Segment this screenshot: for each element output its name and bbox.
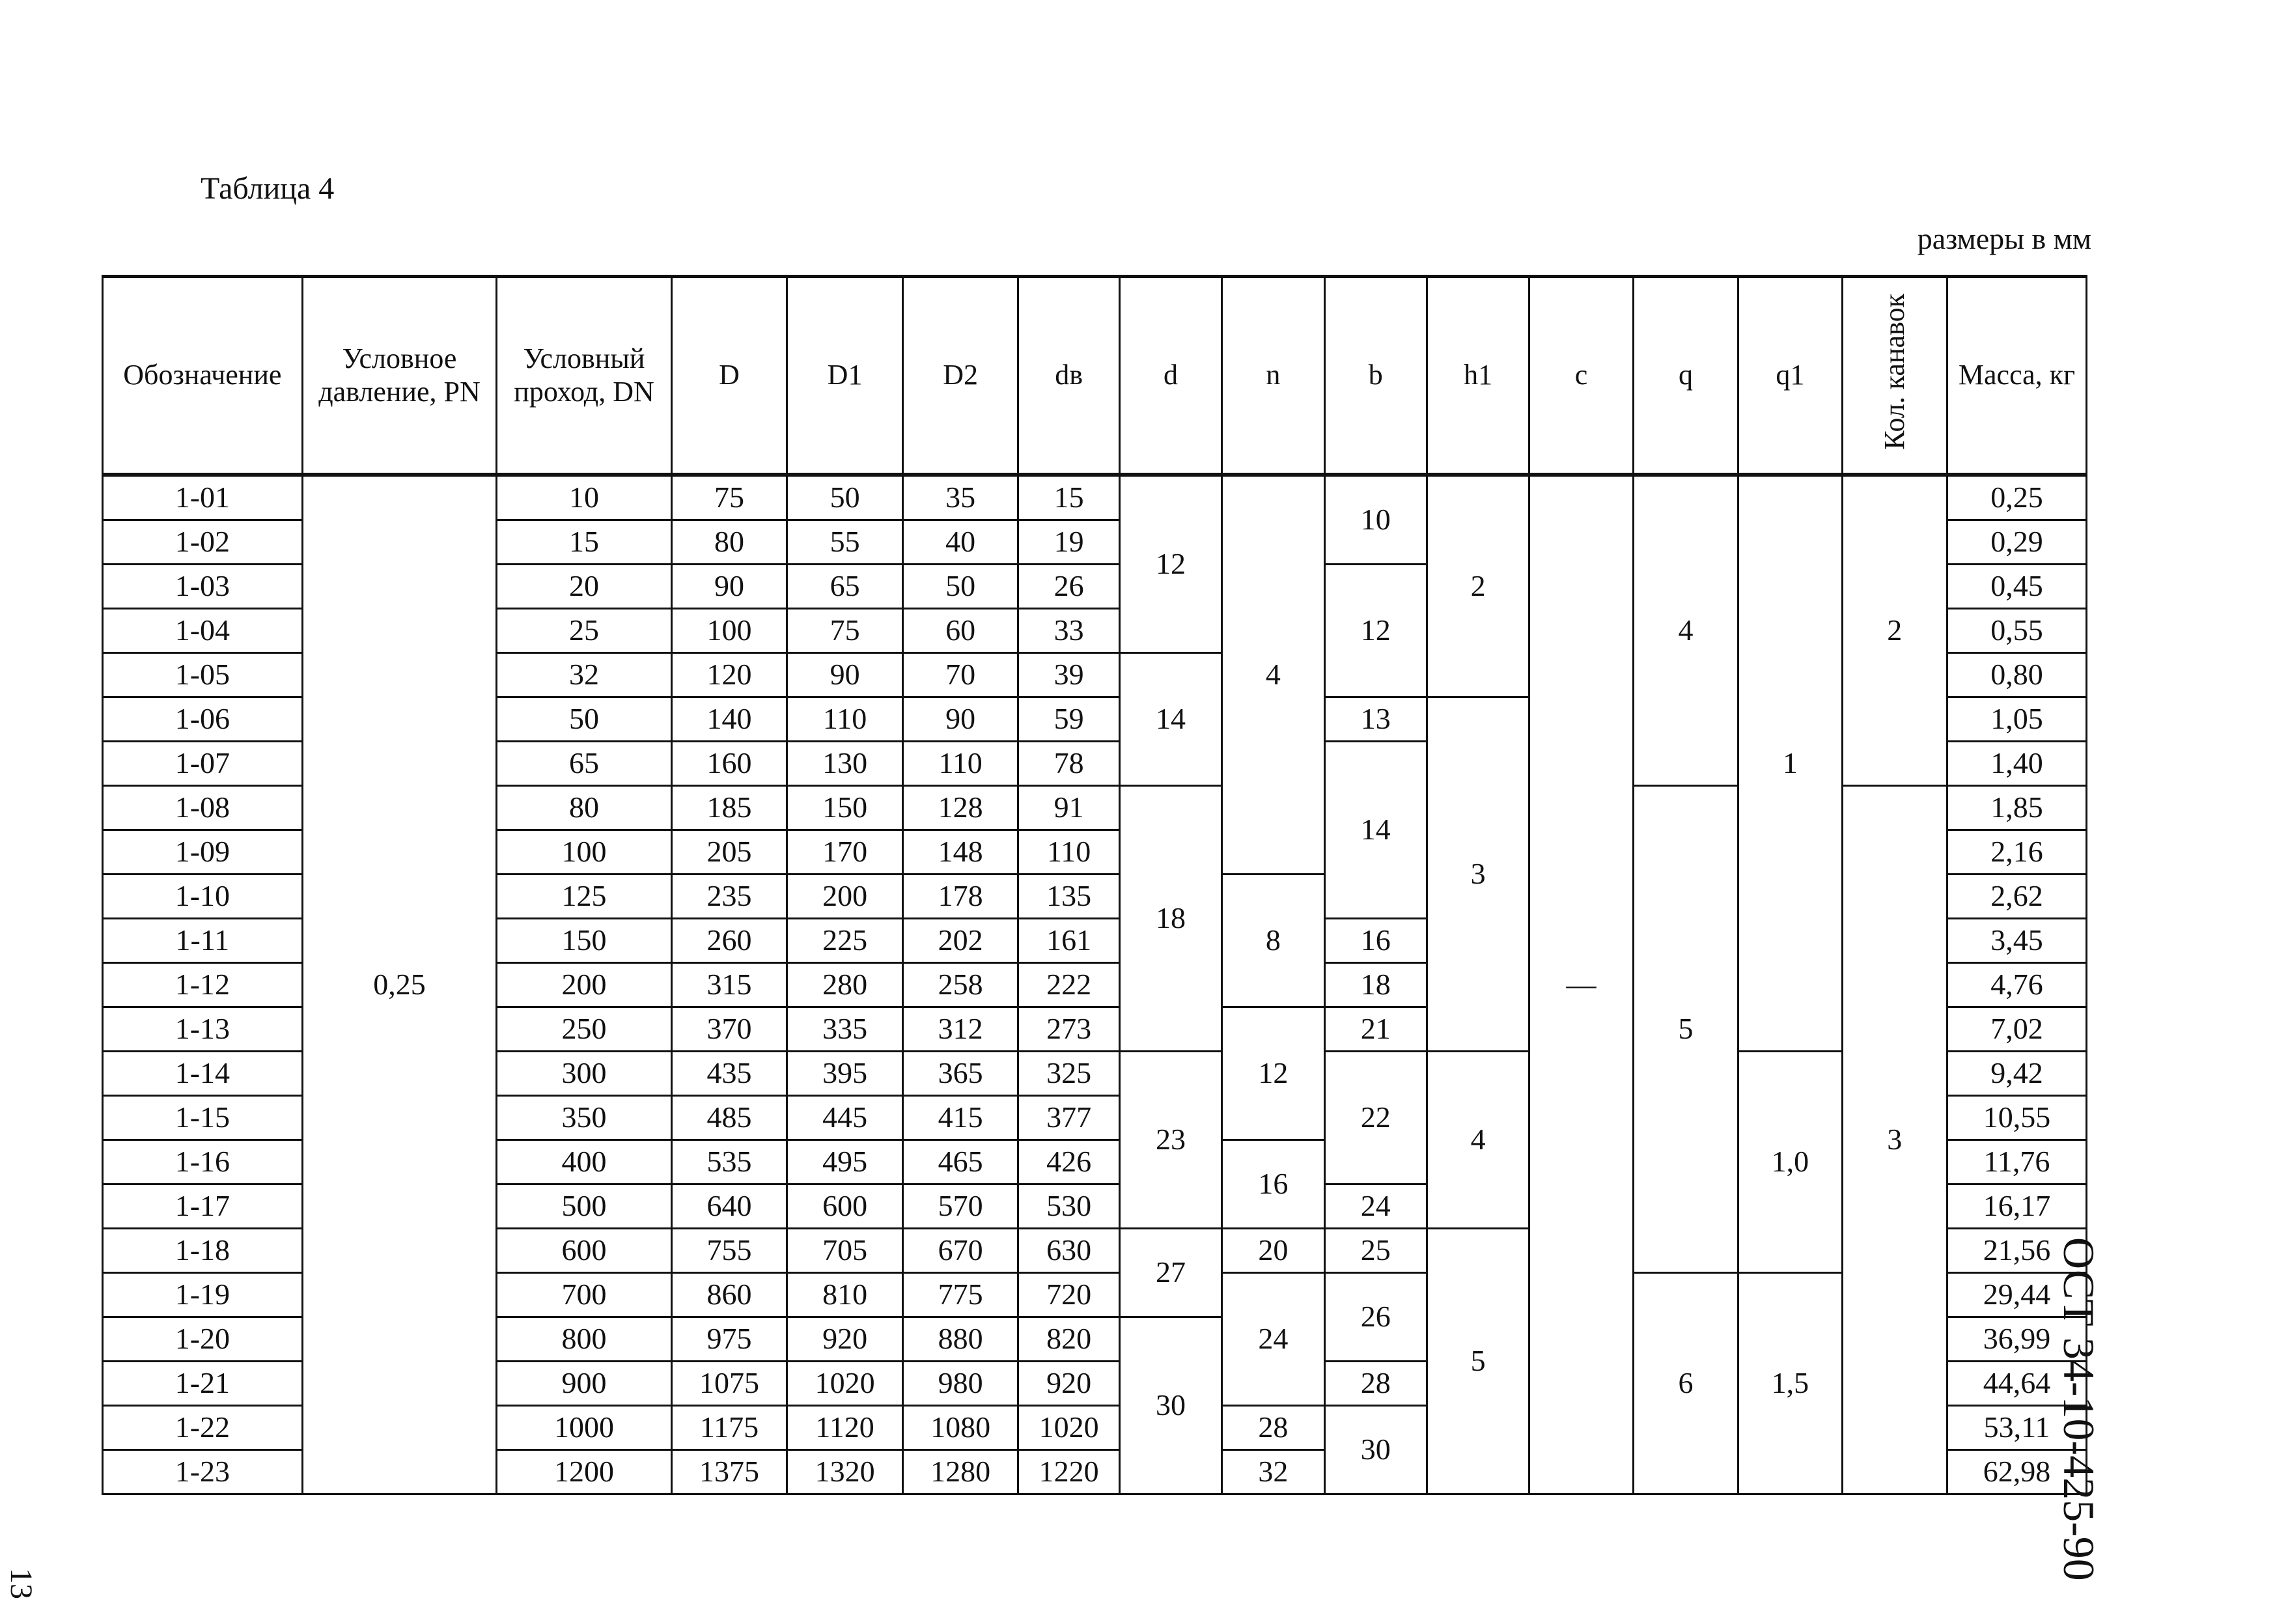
cell-mass: 2,62 [1947, 875, 2087, 919]
cell-D2: 90 [902, 697, 1018, 742]
cell-c: — [1529, 475, 1633, 1494]
cell-mass: 3,45 [1947, 919, 2087, 963]
header-nominal-diameter [497, 277, 671, 475]
cell-designation: 1-08 [103, 786, 303, 830]
cell-dv: 15 [1018, 475, 1119, 520]
table-body [103, 475, 2087, 1494]
cell-D: 235 [671, 875, 787, 919]
cell-D1: 335 [787, 1007, 903, 1052]
cell-q1: 1 [1738, 475, 1842, 1052]
cell-D: 860 [671, 1273, 787, 1317]
cell-nominal-diameter: 700 [497, 1273, 671, 1317]
cell-designation: 1-16 [103, 1140, 303, 1184]
cell-designation: 1-12 [103, 963, 303, 1007]
cell-D2: 50 [902, 565, 1018, 609]
cell-b: 10 [1324, 475, 1427, 565]
cell-b: 30 [1324, 1406, 1427, 1494]
cell-nominal-diameter: 400 [497, 1140, 671, 1184]
page-number: 13 [4, 1568, 38, 1599]
header-n [1222, 277, 1324, 475]
cell-nominal-diameter: 10 [497, 475, 671, 520]
cell-q1: 1,5 [1738, 1273, 1842, 1494]
cell-D: 160 [671, 742, 787, 786]
cell-b: 28 [1324, 1362, 1427, 1406]
cell-D1: 495 [787, 1140, 903, 1184]
cell-mass: 53,11 [1947, 1406, 2087, 1450]
cell-b: 21 [1324, 1007, 1427, 1052]
cell-D1: 920 [787, 1317, 903, 1362]
cell-b: 24 [1324, 1184, 1427, 1229]
cell-nominal-diameter: 125 [497, 875, 671, 919]
cell-n: 16 [1222, 1140, 1324, 1229]
header-d-label: d [1163, 359, 1178, 391]
cell-mass: 29,44 [1947, 1273, 2087, 1317]
cell-D2: 415 [902, 1096, 1018, 1140]
cell-q: 4 [1633, 475, 1738, 786]
cell-dv: 39 [1018, 653, 1119, 697]
cell-designation: 1-19 [103, 1273, 303, 1317]
cell-mass: 2,16 [1947, 830, 2087, 875]
cell-D1: 50 [787, 475, 903, 520]
cell-q1: 1,0 [1738, 1052, 1842, 1273]
table-row [103, 475, 2087, 520]
cell-dv: 1220 [1018, 1450, 1119, 1494]
cell-dv: 820 [1018, 1317, 1119, 1362]
header-mass-label: Масса, кг [1958, 359, 2076, 391]
cell-D: 140 [671, 697, 787, 742]
cell-dv: 920 [1018, 1362, 1119, 1406]
cell-mass: 0,55 [1947, 609, 2087, 653]
cell-dv: 1020 [1018, 1406, 1119, 1450]
cell-D1: 200 [787, 875, 903, 919]
cell-dv: 110 [1018, 830, 1119, 875]
cell-mass: 1,05 [1947, 697, 2087, 742]
cell-dv: 630 [1018, 1229, 1119, 1273]
cell-h1: 4 [1427, 1052, 1529, 1229]
cell-dv: 426 [1018, 1140, 1119, 1184]
cell-designation: 1-01 [103, 475, 303, 520]
header-D-label: D [719, 359, 740, 391]
cell-nominal-diameter: 25 [497, 609, 671, 653]
cell-D1: 110 [787, 697, 903, 742]
header-grooves-label: Кол. канавок [1878, 293, 1910, 450]
cell-designation: 1-04 [103, 609, 303, 653]
cell-D: 1375 [671, 1450, 787, 1494]
cell-h1: 2 [1427, 475, 1529, 697]
cell-D1: 65 [787, 565, 903, 609]
table-caption: Таблица 4 [201, 171, 335, 206]
cell-D2: 1280 [902, 1450, 1018, 1494]
cell-D: 185 [671, 786, 787, 830]
cell-n: 20 [1222, 1229, 1324, 1273]
cell-b: 16 [1324, 919, 1427, 963]
cell-d: 27 [1119, 1229, 1221, 1317]
cell-nominal-diameter: 800 [497, 1317, 671, 1362]
cell-D2: 775 [902, 1273, 1018, 1317]
cell-D: 1175 [671, 1406, 787, 1450]
header-D1 [787, 277, 903, 475]
header-D [671, 277, 787, 475]
cell-D: 755 [671, 1229, 787, 1273]
cell-dv: 325 [1018, 1052, 1119, 1096]
cell-designation: 1-15 [103, 1096, 303, 1140]
cell-b: 26 [1324, 1273, 1427, 1362]
cell-mass: 10,55 [1947, 1096, 2087, 1140]
header-D2 [902, 277, 1018, 475]
header-q1 [1738, 277, 1842, 475]
cell-mass: 36,99 [1947, 1317, 2087, 1362]
cell-mass: 4,76 [1947, 963, 2087, 1007]
cell-designation: 1-11 [103, 919, 303, 963]
cell-D: 90 [671, 565, 787, 609]
cell-D2: 1080 [902, 1406, 1018, 1450]
header-c [1529, 277, 1633, 475]
cell-n: 12 [1222, 1007, 1324, 1140]
cell-b: 18 [1324, 963, 1427, 1007]
cell-nominal-diameter: 100 [497, 830, 671, 875]
cell-designation: 1-23 [103, 1450, 303, 1494]
cell-nominal-diameter: 1200 [497, 1450, 671, 1494]
cell-D: 435 [671, 1052, 787, 1096]
cell-nominal-diameter: 32 [497, 653, 671, 697]
cell-D1: 280 [787, 963, 903, 1007]
cell-D1: 395 [787, 1052, 903, 1096]
cell-dv: 91 [1018, 786, 1119, 830]
cell-D2: 70 [902, 653, 1018, 697]
cell-D: 260 [671, 919, 787, 963]
header-D1-label: D1 [827, 359, 863, 391]
header-grooves [1842, 277, 1947, 475]
cell-n: 4 [1222, 475, 1324, 875]
cell-nominal-diameter: 300 [497, 1052, 671, 1096]
cell-D: 485 [671, 1096, 787, 1140]
cell-D1: 150 [787, 786, 903, 830]
cell-mass: 16,17 [1947, 1184, 2087, 1229]
cell-D: 120 [671, 653, 787, 697]
header-dv-label: dв [1055, 359, 1083, 391]
header-d [1119, 277, 1221, 475]
cell-D2: 570 [902, 1184, 1018, 1229]
cell-D1: 75 [787, 609, 903, 653]
cell-D1: 130 [787, 742, 903, 786]
cell-D: 1075 [671, 1362, 787, 1406]
cell-n: 28 [1222, 1406, 1324, 1450]
cell-h1: 3 [1427, 697, 1529, 1052]
header-mass [1947, 277, 2087, 475]
cell-nominal-diameter: 1000 [497, 1406, 671, 1450]
cell-designation: 1-20 [103, 1317, 303, 1362]
header-b-label: b [1368, 359, 1383, 391]
cell-b: 13 [1324, 697, 1427, 742]
cell-designation: 1-10 [103, 875, 303, 919]
cell-dv: 273 [1018, 1007, 1119, 1052]
cell-D2: 148 [902, 830, 1018, 875]
cell-nominal-diameter: 200 [497, 963, 671, 1007]
cell-designation: 1-18 [103, 1229, 303, 1273]
header-h1-label: h1 [1464, 359, 1493, 391]
header-dv [1018, 277, 1119, 475]
cell-D: 535 [671, 1140, 787, 1184]
cell-D2: 312 [902, 1007, 1018, 1052]
cell-mass: 0,80 [1947, 653, 2087, 697]
cell-D: 315 [671, 963, 787, 1007]
cell-D1: 170 [787, 830, 903, 875]
cell-mass: 0,45 [1947, 565, 2087, 609]
header-q [1633, 277, 1738, 475]
cell-dv: 720 [1018, 1273, 1119, 1317]
cell-D: 640 [671, 1184, 787, 1229]
header-q-label: q [1678, 359, 1693, 391]
cell-D2: 202 [902, 919, 1018, 963]
cell-D1: 1320 [787, 1450, 903, 1494]
cell-dv: 530 [1018, 1184, 1119, 1229]
cell-nominal-diameter: 50 [497, 697, 671, 742]
cell-mass: 7,02 [1947, 1007, 2087, 1052]
cell-dv: 19 [1018, 520, 1119, 565]
cell-dv: 26 [1018, 565, 1119, 609]
cell-d: 14 [1119, 653, 1221, 786]
cell-D1: 1120 [787, 1406, 903, 1450]
cell-b: 12 [1324, 565, 1427, 697]
cell-mass: 11,76 [1947, 1140, 2087, 1184]
cell-mass: 1,85 [1947, 786, 2087, 830]
cell-nominal-diameter: 500 [497, 1184, 671, 1229]
cell-mass: 44,64 [1947, 1362, 2087, 1406]
header-n-label: n [1266, 359, 1281, 391]
header-h1 [1427, 277, 1529, 475]
cell-mass: 21,56 [1947, 1229, 2087, 1273]
cell-mass: 0,25 [1947, 475, 2087, 520]
header-q1-label: q1 [1776, 359, 1805, 391]
cell-D1: 225 [787, 919, 903, 963]
cell-designation: 1-21 [103, 1362, 303, 1406]
cell-designation: 1-22 [103, 1406, 303, 1450]
header-nominal-pressure-label: Условное давление, PN [318, 342, 481, 408]
cell-designation: 1-17 [103, 1184, 303, 1229]
cell-q: 6 [1633, 1273, 1738, 1494]
cell-D1: 90 [787, 653, 903, 697]
cell-n: 32 [1222, 1450, 1324, 1494]
header-nominal-diameter-label: Условный проход, DN [514, 342, 654, 408]
cell-D2: 110 [902, 742, 1018, 786]
cell-mass: 0,29 [1947, 520, 2087, 565]
header-nominal-pressure [302, 277, 497, 475]
header-c-label: c [1574, 359, 1588, 391]
cell-D1: 1020 [787, 1362, 903, 1406]
header-designation [103, 277, 303, 475]
header-b [1324, 277, 1427, 475]
cell-D1: 600 [787, 1184, 903, 1229]
cell-designation: 1-14 [103, 1052, 303, 1096]
cell-nominal-diameter: 15 [497, 520, 671, 565]
cell-nominal-diameter: 20 [497, 565, 671, 609]
cell-d: 12 [1119, 475, 1221, 653]
document-code: ОСТ 34-10-425-90 [2054, 1237, 2104, 1581]
cell-nominal-pressure: 0,25 [302, 475, 497, 1494]
cell-mass: 62,98 [1947, 1450, 2087, 1494]
cell-D2: 980 [902, 1362, 1018, 1406]
cell-D: 975 [671, 1317, 787, 1362]
cell-D: 370 [671, 1007, 787, 1052]
cell-dv: 59 [1018, 697, 1119, 742]
units-note: размеры в мм [1917, 222, 2091, 255]
cell-designation: 1-13 [103, 1007, 303, 1052]
cell-dv: 222 [1018, 963, 1119, 1007]
cell-designation: 1-03 [103, 565, 303, 609]
cell-D2: 880 [902, 1317, 1018, 1362]
cell-b: 22 [1324, 1052, 1427, 1184]
cell-D2: 365 [902, 1052, 1018, 1096]
cell-nominal-diameter: 150 [497, 919, 671, 963]
cell-mass: 1,40 [1947, 742, 2087, 786]
cell-D1: 810 [787, 1273, 903, 1317]
cell-D2: 258 [902, 963, 1018, 1007]
cell-q: 5 [1633, 786, 1738, 1273]
cell-dv: 377 [1018, 1096, 1119, 1140]
cell-b: 25 [1324, 1229, 1427, 1273]
cell-h1: 5 [1427, 1229, 1529, 1494]
cell-nominal-diameter: 250 [497, 1007, 671, 1052]
cell-D: 75 [671, 475, 787, 520]
cell-D: 100 [671, 609, 787, 653]
cell-d: 30 [1119, 1317, 1221, 1494]
cell-D2: 670 [902, 1229, 1018, 1273]
cell-D2: 465 [902, 1140, 1018, 1184]
cell-d: 18 [1119, 786, 1221, 1052]
cell-nominal-diameter: 350 [497, 1096, 671, 1140]
cell-nominal-diameter: 600 [497, 1229, 671, 1273]
cell-groove-count: 3 [1842, 786, 1947, 1494]
cell-D1: 55 [787, 520, 903, 565]
header-row [103, 277, 2087, 475]
cell-nominal-diameter: 80 [497, 786, 671, 830]
cell-dv: 161 [1018, 919, 1119, 963]
cell-dv: 33 [1018, 609, 1119, 653]
cell-n: 8 [1222, 875, 1324, 1007]
cell-designation: 1-02 [103, 520, 303, 565]
cell-designation: 1-07 [103, 742, 303, 786]
cell-D1: 705 [787, 1229, 903, 1273]
cell-D2: 60 [902, 609, 1018, 653]
cell-D2: 178 [902, 875, 1018, 919]
cell-D2: 35 [902, 475, 1018, 520]
cell-n: 24 [1222, 1273, 1324, 1406]
cell-b: 14 [1324, 742, 1427, 919]
header-designation-label: Обозначение [123, 359, 282, 391]
cell-D2: 40 [902, 520, 1018, 565]
cell-dv: 78 [1018, 742, 1119, 786]
cell-nominal-diameter: 900 [497, 1362, 671, 1406]
cell-designation: 1-05 [103, 653, 303, 697]
cell-D: 80 [671, 520, 787, 565]
cell-D1: 445 [787, 1096, 903, 1140]
cell-designation: 1-09 [103, 830, 303, 875]
cell-designation: 1-06 [103, 697, 303, 742]
cell-nominal-diameter: 65 [497, 742, 671, 786]
flange-dimensions-table [102, 275, 2087, 1495]
cell-D2: 128 [902, 786, 1018, 830]
cell-d: 23 [1119, 1052, 1221, 1229]
cell-groove-count: 2 [1842, 475, 1947, 786]
cell-D: 205 [671, 830, 787, 875]
cell-dv: 135 [1018, 875, 1119, 919]
cell-mass: 9,42 [1947, 1052, 2087, 1096]
header-D2-label: D2 [943, 359, 979, 391]
